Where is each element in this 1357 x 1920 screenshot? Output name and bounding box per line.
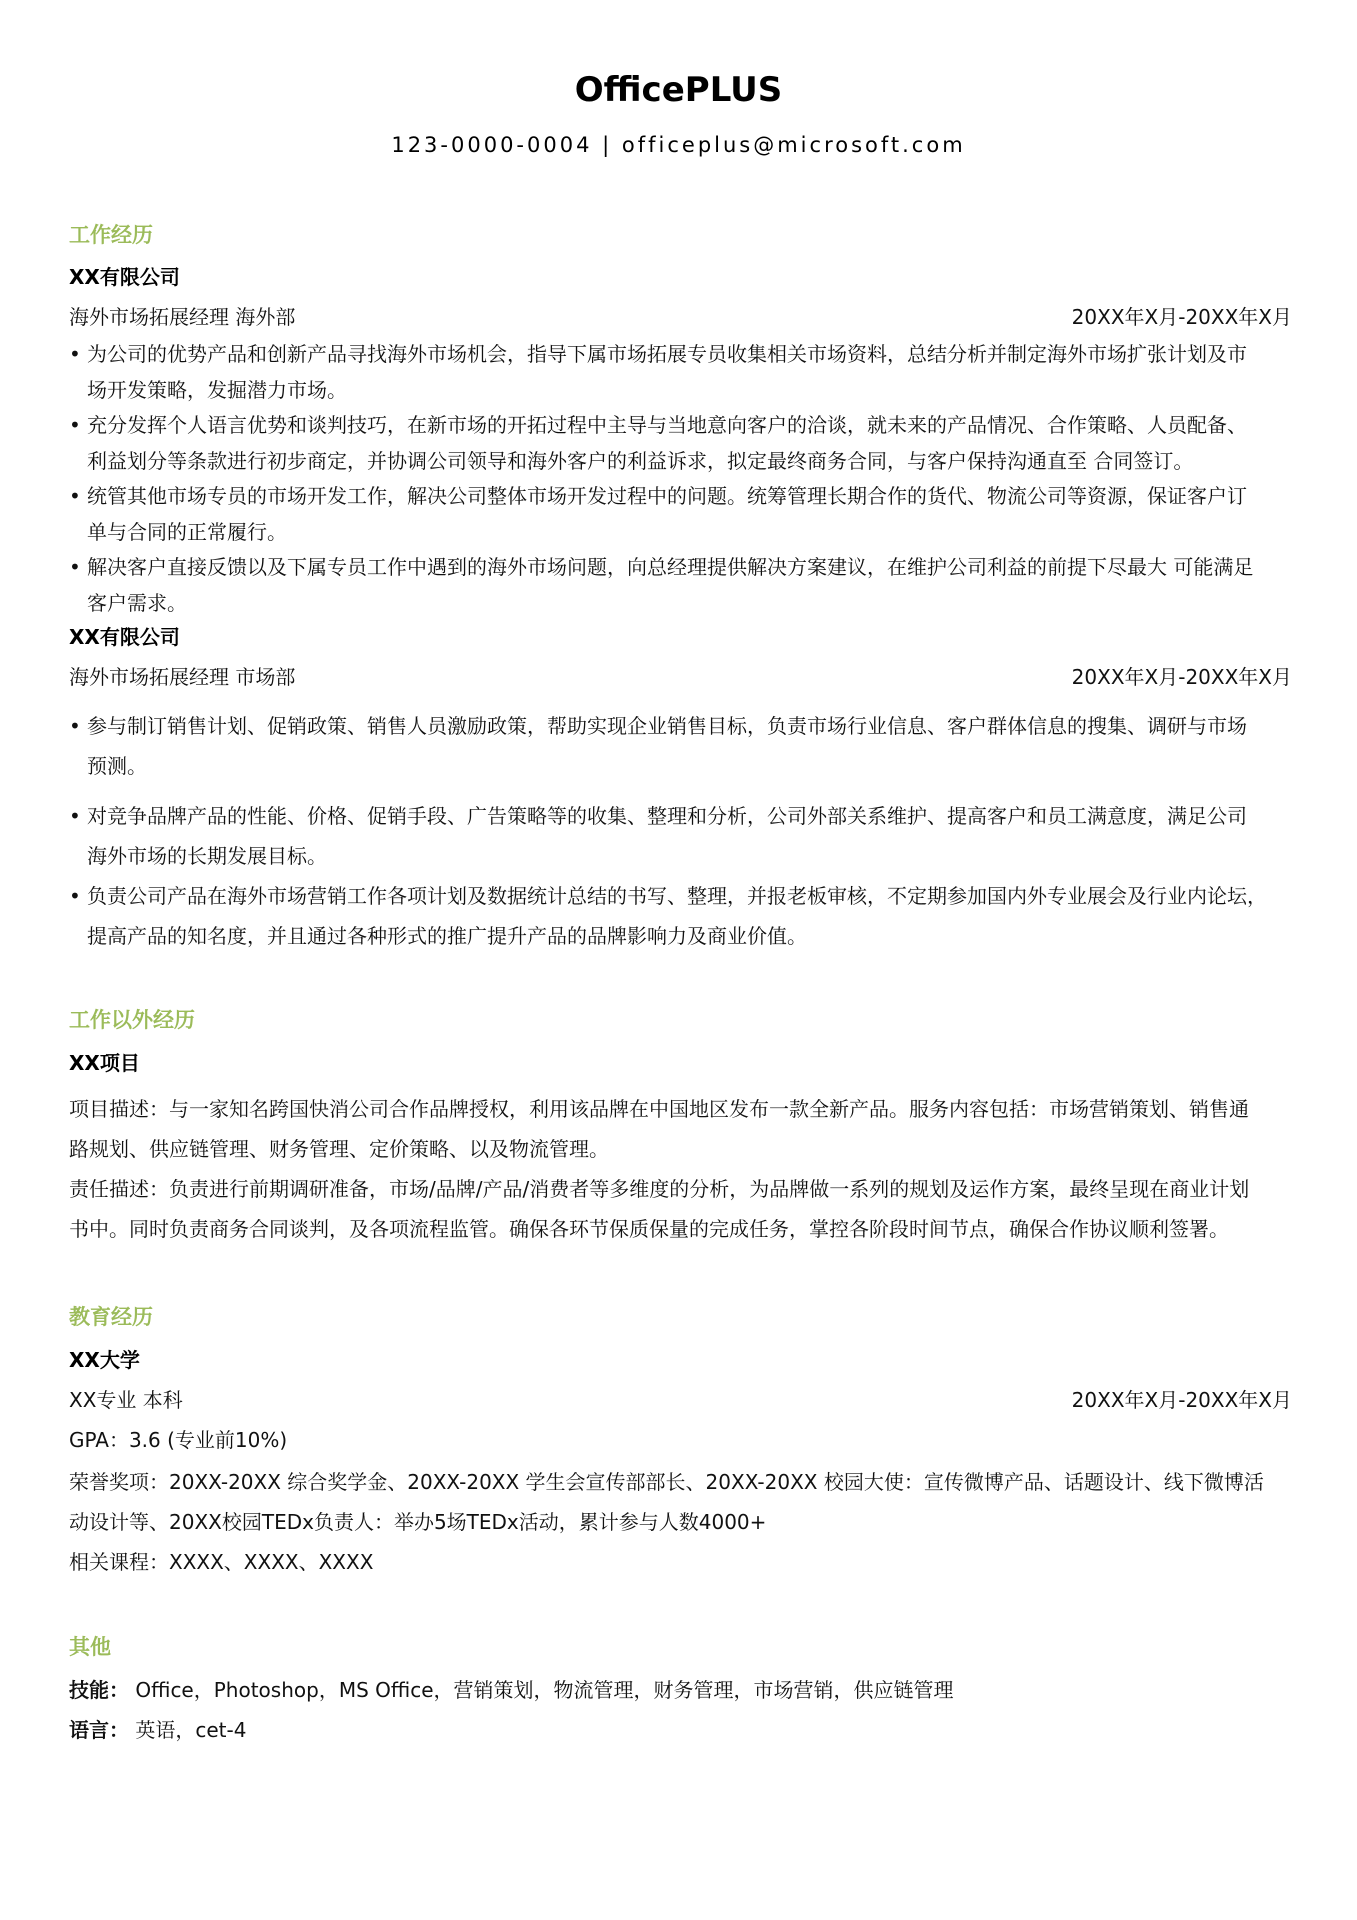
bullet-line: 参与制订销售计划、促销政策、销售人员激励政策，帮助实现企业销售目标，负责市场行业信息、客户群体信息的搜集、调研与市场 — [87, 714, 1247, 738]
honors-line: 荣誉奖项：20XX-20XX 综合奖学金、20XX-20XX 学生会宣传部部长、20XX-20XX 校园大使：宣传微博产品、话题设计、线下微博活 — [69, 1470, 1264, 1494]
bullet-line: 为公司的优势产品和创新产品寻找海外市场机会，指导下属市场拓展专员收集相关市场资料，总结分析并制定海外市场扩张计划及市 — [87, 342, 1247, 366]
courses: 相关课程：XXXX、XXXX、XXXX — [69, 1550, 374, 1574]
job-2-bullet — [69, 796, 1309, 876]
section-title-other: 其他 — [69, 1635, 111, 1659]
bullet-line: 预测。 — [87, 754, 147, 778]
bullet-line: 场开发策略，发掘潜力市场。 — [87, 378, 347, 402]
bullet-line: 对竞争品牌产品的性能、价格、促销手段、广告策略等的收集、整理和分析，公司外部关系维护、提高客户和员工满意度，满足公司 — [87, 804, 1247, 828]
job-1-bullet — [69, 478, 1309, 550]
major: XX专业 本科 — [69, 1388, 183, 1412]
job-1-bullet — [69, 407, 1309, 479]
project-name: XX项目 — [69, 1051, 140, 1075]
bullet-line: 海外市场的长期发展目标。 — [87, 844, 327, 868]
skills-value: Office，Photoshop，MS Office，营销策划，物流管理，财务管理，市场营销，供应链管理 — [135, 1678, 954, 1702]
bullet-line: 提高产品的知名度，并且通过各种形式的推广提升产品的品牌影响力及商业价值。 — [87, 924, 807, 948]
bullet-dot: • — [69, 714, 81, 738]
job-2-company: XX有限公司 — [69, 625, 180, 649]
job-1-company: XX有限公司 — [69, 265, 180, 289]
job-2-date: 20XX年X月-20XX年X月 — [1071, 665, 1292, 689]
bullet-line: 统管其他市场专员的市场开发工作，解决公司整体市场开发过程中的问题。统筹管理长期合作的货代、物流公司等资源，保证客户订 — [87, 484, 1247, 508]
bullet-dot: • — [69, 804, 81, 828]
language-row — [69, 1715, 246, 1745]
project-resp-line: 责任描述：负责进行前期调研准备，市场/品牌/产品/消费者等多维度的分析，为品牌做一系列的规划及运作方案，最终呈现在商业计划 — [69, 1177, 1250, 1201]
bullet-line: 充分发挥个人语言优势和谈判技巧，在新市场的开拓过程中主导与当地意向客户的洽谈，就未来的产品情况、合作策略、人员配备、 — [87, 413, 1247, 437]
bullet-dot: • — [69, 884, 81, 908]
honors-line: 动设计等、20XX校园TEDx负责人：举办5场TEDx活动，累计参与人数4000+ — [69, 1510, 767, 1534]
bullet-line: 客户需求。 — [87, 591, 187, 615]
candidate-name: OfficePLUS — [574, 70, 783, 110]
gpa: GPA：3.6 (专业前10%) — [69, 1428, 288, 1452]
section-title-extra: 工作以外经历 — [69, 1008, 195, 1032]
bullet-dot: • — [69, 413, 81, 437]
bullet-line: 解决客户直接反馈以及下属专员工作中遇到的海外市场问题，向总经理提供解决方案建议，在维护公司利益的前提下尽最大 可能满足 — [87, 555, 1254, 579]
job-2-role: 海外市场拓展经理 市场部 — [69, 665, 296, 689]
education-date: 20XX年X月-20XX年X月 — [1071, 1388, 1292, 1412]
job-1-bullet — [69, 549, 1309, 621]
bullet-line: 单与合同的正常履行。 — [87, 520, 287, 544]
job-1-role: 海外市场拓展经理 海外部 — [69, 305, 296, 329]
skills-label: 技能： — [69, 1678, 129, 1702]
bullet-dot: • — [69, 484, 81, 508]
section-title-education: 教育经历 — [69, 1305, 153, 1329]
language-label: 语言： — [69, 1718, 129, 1742]
bullet-dot: • — [69, 342, 81, 366]
bullet-line: 利益划分等条款进行初步商定，并协调公司领导和海外客户的利益诉求，拟定最终商务合同，与客户保持沟通直至 合同签订。 — [87, 449, 1194, 473]
bullet-line: 负责公司产品在海外市场营销工作各项计划及数据统计总结的书写、整理，并报老板审核，不定期参加国内外专业展会及行业内论坛， — [87, 884, 1267, 908]
job-1-bullet — [69, 336, 1309, 408]
project-desc-line: 路规划、供应链管理、财务管理、定价策略、以及物流管理。 — [69, 1137, 609, 1161]
language-value: 英语，cet-4 — [135, 1718, 247, 1742]
job-2-bullet — [69, 706, 1309, 786]
project-desc-line: 项目描述：与一家知名跨国快消公司合作品牌授权，利用该品牌在中国地区发布一款全新产品。服务内容包括：市场营销策划、销售通 — [69, 1097, 1249, 1121]
bullet-dot: • — [69, 555, 81, 579]
job-1-date: 20XX年X月-20XX年X月 — [1071, 305, 1292, 329]
school-name: XX大学 — [69, 1348, 140, 1372]
skills-row — [69, 1675, 954, 1705]
project-resp-line: 书中。同时负责商务合同谈判，及各项流程监管。确保各环节保质保量的完成任务，掌控各阶段时间节点，确保合作协议顺利签署。 — [69, 1217, 1229, 1241]
job-2-bullet — [69, 876, 1309, 956]
contact-info: 123-0000-0004 | officeplus@microsoft.com — [391, 133, 966, 157]
section-title-work: 工作经历 — [69, 223, 153, 247]
